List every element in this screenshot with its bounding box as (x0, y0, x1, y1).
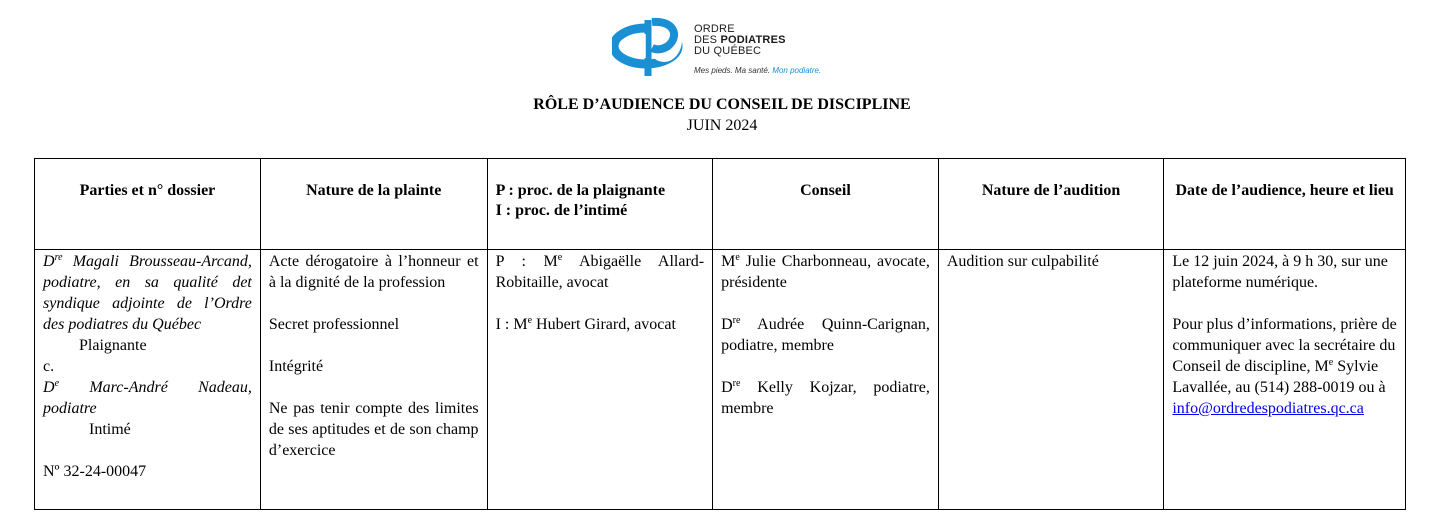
conseil-member-1 (721, 251, 930, 293)
page-subtitle: JUIN 2024 (686, 117, 758, 134)
header-parties: Parties et n° dossier (35, 159, 261, 250)
conseil-member-2-sup: re (732, 315, 741, 326)
procureur-i-name: Hubert Girard, avocat (532, 316, 676, 333)
procureur-intime (496, 314, 705, 335)
procureur-p-prefix: P : M (495, 253, 558, 270)
conseil-member-3-text: Kelly Kojzar, podiatre, membre (721, 379, 930, 417)
header-date: Date de l’audience, heure et lieu (1164, 159, 1406, 250)
logo-line-2-bold: PODIATRES (720, 34, 786, 46)
intime-text: Marc-André Nadeau, podiatre (43, 379, 252, 417)
cell-parties (35, 250, 261, 510)
cell-nature-audition (938, 250, 1164, 510)
ordre-logo-wordmark (694, 24, 786, 57)
conseil-member-2-prefix: D (721, 316, 733, 333)
page-title: RÔLE D’AUDIENCE DU CONSEIL DE DISCIPLINE (533, 96, 911, 113)
header-conseil: Conseil (713, 159, 939, 250)
header-proc-i: I : proc. de l’intimé (495, 202, 628, 219)
plaignante-label: Plaignante (79, 337, 147, 354)
table-row (35, 250, 1406, 510)
conseil-member-3-sup: re (732, 378, 741, 389)
conseil-member-1-prefix: M (721, 253, 736, 270)
conseil-member-2 (721, 314, 930, 356)
procureur-plaignante (496, 251, 705, 293)
cell-procureurs (487, 250, 713, 510)
header-nature-plainte: Nature de la plainte (260, 159, 487, 250)
plaignante-title-sup: re (54, 252, 63, 263)
procureur-i-sup: e (527, 315, 533, 326)
contact-info-post: Sylvie Lavallée, au (514) 288-0019 ou à (1172, 358, 1386, 396)
plainte-item: Intégrité (268, 358, 324, 375)
ordre-logo (612, 14, 852, 80)
conseil-member-3-prefix: D (721, 379, 733, 396)
intime-desc (43, 377, 252, 419)
contact-info-pre: Pour plus d’informations, prière de communiquer avec la secrétaire du Conseil de discipline, M (1172, 316, 1397, 375)
logo-line-1: ORDRE (694, 23, 735, 35)
intime-label: Intimé (89, 421, 131, 438)
dossier-number: Nº 32-24-00047 (43, 463, 147, 480)
contact-info-sup: e (1328, 357, 1334, 368)
logo-tagline-accent: Mon podiatre. (772, 66, 822, 75)
hearing-date: Le 12 juin 2024, à 9 h 30, sur une plateforme numérique. (1172, 253, 1388, 291)
table-header-row (35, 159, 1406, 250)
plaignante-text: Magali Brousseau-Arcand, podiatre, en sa qualité det syndique adjointe de l’Ordre des podiatres du Québec (43, 253, 252, 333)
conseil-member-2-text: Audrée Quinn-Carignan, podiatre, membre (721, 316, 930, 354)
conseil-member-1-text: Julie Charbonneau, avocate, présidente (721, 253, 930, 291)
cell-nature-plainte (260, 250, 487, 510)
plainte-item: Secret professionnel (268, 316, 400, 333)
logo-line-2-prefix: DES (694, 34, 721, 46)
cell-date (1164, 250, 1406, 510)
conseil-member-3 (721, 377, 930, 419)
audition-type: Audition sur culpabilité (946, 253, 1099, 270)
procureur-p-sup: e (557, 252, 563, 263)
logo-tagline-main: Mes pieds. Ma santé. (694, 66, 771, 75)
intime-title: D (43, 379, 55, 396)
header-nature-audition: Nature de l’audition (938, 159, 1164, 250)
ordre-logo-icon (612, 14, 690, 80)
versus-label: c. (43, 358, 55, 375)
plainte-item: Acte dérogatoire à l’honneur et à la dignité de la profession (268, 253, 479, 291)
hearing-table (34, 158, 1406, 510)
procureur-p-name: Abigaëlle Allard-Robitaille, avocat (495, 253, 705, 291)
logo-tagline (694, 66, 821, 75)
procureur-i-prefix: I : M (495, 316, 528, 333)
conseil-member-1-sup: e (735, 252, 740, 263)
cell-conseil (713, 250, 939, 510)
header-proc-p: P : proc. de la plaignante (495, 182, 666, 199)
plaignante-title: D (43, 253, 55, 270)
logo-line-3: DU QUÉBEC (694, 45, 762, 57)
contact-info (1172, 314, 1397, 398)
contact-email-link[interactable]: info@ordredespodiatres.qc.ca (1172, 400, 1364, 417)
header-procureurs (487, 159, 713, 250)
plaignante-desc (43, 251, 252, 335)
plainte-item: Ne pas tenir compte des limites de ses aptitudes et de son champ d’exercice (268, 400, 479, 459)
intime-title-sup: e (54, 378, 60, 389)
